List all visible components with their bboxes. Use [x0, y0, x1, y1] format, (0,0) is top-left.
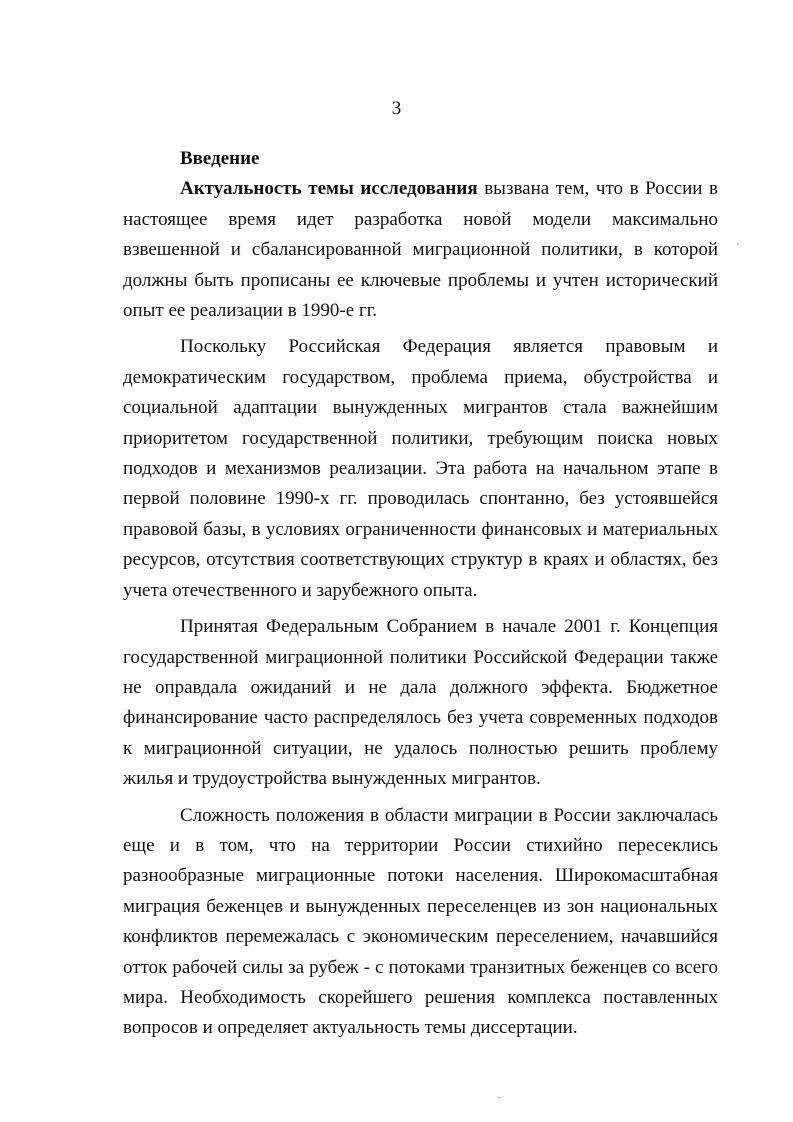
paragraph-lead: Актуальность темы исследования	[180, 178, 478, 200]
scan-speck	[737, 243, 739, 245]
section-heading: Введение	[180, 148, 260, 169]
paragraph-migration-complexity: Сложность положения в области миграции в России заключалась еще и в том, что на территории России стихийно пересеклись разнообразные миграционные потоки населения. Широкомасштабная миграция беженцев и вынужденных переселенцев из зон национальных конфликтов перемежалась с экономическим переселением, начавшийся отток рабочей силы за рубеж - с потоками транзитных беженцев со всего мира. Необходимость скорейшего решения комплекса поставленных вопросов и определяет актуальность темы диссертации.	[123, 804, 718, 1039]
paragraph-state-policy: Поскольку Российская Федерация является правовым и демократическим государством, проблема приема, обустройства и социальной адаптации вынужденных мигрантов стала важнейшим приоритетом государственной политики, требующим поиска новых подходов и механизмов реализации. Эта работа на начальном этапе в первой половине 1990-х гг. проводилась спонтанно, без устоявшейся правовой базы, в условиях ограниченности финансовых и материальных ресурсов, отсутствия соответствующих структур в краях и областях, без учета отечественного и зарубежного опыта.	[123, 336, 718, 601]
page-number: 3	[391, 98, 402, 119]
paragraph-relevance	[123, 174, 718, 326]
paragraph-concept-2001: Принятая Федеральным Собранием в начале 2001 г. Концепция государственной миграционной политики Российской Федерации также не оправдала ожиданий и не дала должного эффекта. Бюджетное финансирование часто распределялось без учета современных подходов к миграционной ситуации, не удалось полностью решить проблему жилья и трудоустройства вынужденных мигрантов.	[123, 616, 718, 790]
document-body	[123, 144, 718, 1044]
paragraph-text: вызвана тем, что в России в настоящее время идет разработка новой модели максимально взвешенной и сбалансированной миграционной политики, в которой должны быть прописаны ее ключевые проблемы и учтен исторический опыт ее реализации в 1990-е гг.	[123, 178, 719, 322]
scan-speck	[497, 1097, 501, 1098]
